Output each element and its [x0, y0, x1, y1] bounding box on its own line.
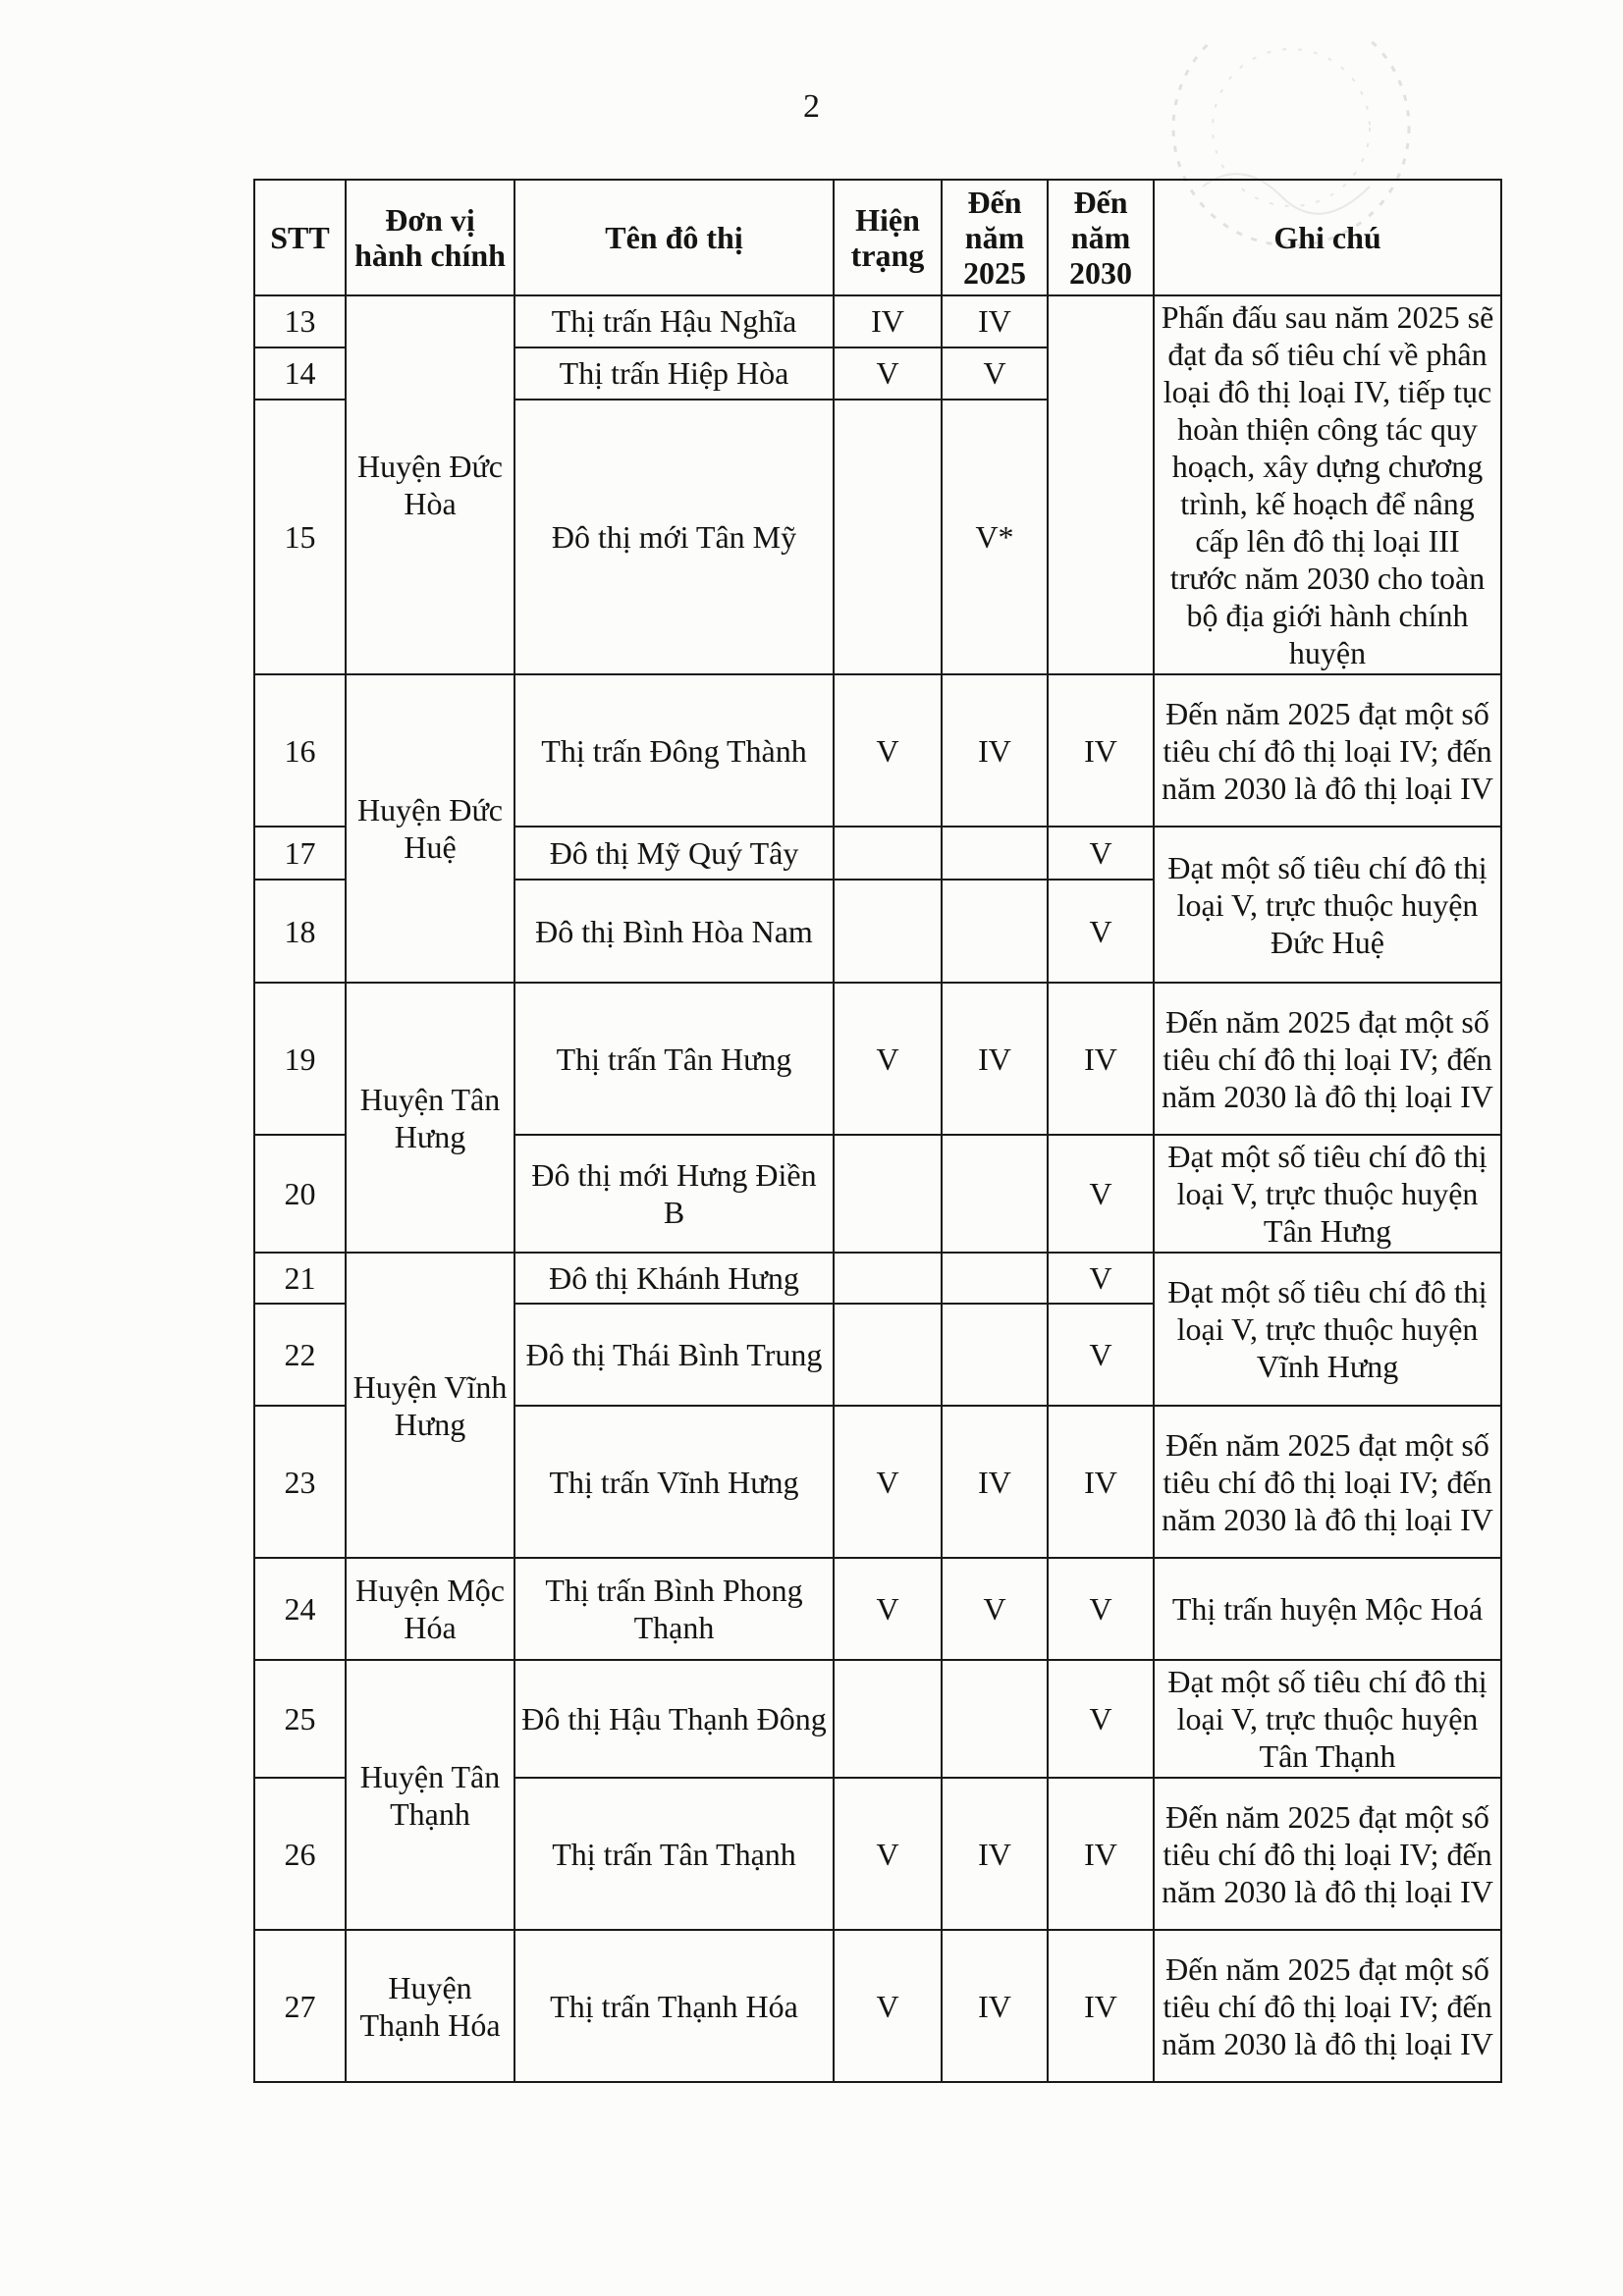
- stt-cell: 22: [254, 1304, 346, 1406]
- target-2025-cell: [942, 1660, 1048, 1778]
- status-cell: V: [834, 1930, 942, 2082]
- note-cell: Phấn đấu sau năm 2025 sẽ đạt đa số tiêu chí về phân loại đô thị loại IV, tiếp tục hoàn thiện công tác quy hoạch, xây dựng chương trình, kế hoạch để nâng cấp lên đô thị loại III trước năm 2030 cho toàn bộ địa giới hành chính huyện: [1154, 295, 1501, 674]
- name-cell: Đô thị mới Hưng Điền B: [514, 1135, 834, 1253]
- target-2030-cell: [1048, 295, 1154, 674]
- stt-cell: 27: [254, 1930, 346, 2082]
- table-row: [254, 295, 1501, 347]
- target-2025-cell: IV: [942, 1778, 1048, 1930]
- note-cell: Đạt một số tiêu chí đô thị loại V, trực thuộc huyện Tân Thạnh: [1154, 1660, 1501, 1778]
- target-2025-cell: IV: [942, 983, 1048, 1135]
- stt-cell: 14: [254, 347, 346, 400]
- status-cell: V: [834, 674, 942, 827]
- header-2030: Đến năm 2030: [1048, 180, 1154, 295]
- note-cell: Đạt một số tiêu chí đô thị loại V, trực thuộc huyện Vĩnh Hưng: [1154, 1253, 1501, 1406]
- target-2025-cell: V: [942, 1558, 1048, 1660]
- target-2025-cell: [942, 1135, 1048, 1253]
- status-cell: [834, 1253, 942, 1304]
- header-2025: Đến năm 2025: [942, 180, 1048, 295]
- unit-cell: Huyện Đức Huệ: [346, 674, 514, 983]
- name-cell: Đô thị Khánh Hưng: [514, 1253, 834, 1304]
- header-stt: STT: [254, 180, 346, 295]
- stt-cell: 23: [254, 1406, 346, 1558]
- target-2025-cell: V: [942, 347, 1048, 400]
- name-cell: Thị trấn Vĩnh Hưng: [514, 1406, 834, 1558]
- note-cell: Đến năm 2025 đạt một số tiêu chí đô thị loại IV; đến năm 2030 là đô thị loại IV: [1154, 1406, 1501, 1558]
- stt-cell: 19: [254, 983, 346, 1135]
- name-cell: Thị trấn Đông Thành: [514, 674, 834, 827]
- status-cell: [834, 827, 942, 880]
- table-row: [254, 1660, 1501, 1778]
- name-cell: Thị trấn Tân Hưng: [514, 983, 834, 1135]
- target-2025-cell: [942, 880, 1048, 983]
- header-ghi-chu: Ghi chú: [1154, 180, 1501, 295]
- name-cell: Đô thị Mỹ Quý Tây: [514, 827, 834, 880]
- name-cell: Thị trấn Hậu Nghĩa: [514, 295, 834, 347]
- target-2025-cell: [942, 1304, 1048, 1406]
- target-2025-cell: IV: [942, 1406, 1048, 1558]
- name-cell: Thị trấn Bình Phong Thạnh: [514, 1558, 834, 1660]
- name-cell: Thị trấn Thạnh Hóa: [514, 1930, 834, 2082]
- target-2030-cell: IV: [1048, 1778, 1154, 1930]
- stt-cell: 24: [254, 1558, 346, 1660]
- note-cell: Đạt một số tiêu chí đô thị loại V, trực thuộc huyện Đức Huệ: [1154, 827, 1501, 983]
- target-2025-cell: [942, 827, 1048, 880]
- table-row: [254, 674, 1501, 827]
- note-cell: Đạt một số tiêu chí đô thị loại V, trực thuộc huyện Tân Hưng: [1154, 1135, 1501, 1253]
- note-cell: Đến năm 2025 đạt một số tiêu chí đô thị loại IV; đến năm 2030 là đô thị loại IV: [1154, 983, 1501, 1135]
- status-cell: [834, 1135, 942, 1253]
- table-row: [254, 1253, 1501, 1304]
- stt-cell: 20: [254, 1135, 346, 1253]
- target-2030-cell: V: [1048, 880, 1154, 983]
- status-cell: IV: [834, 295, 942, 347]
- target-2030-cell: V: [1048, 1558, 1154, 1660]
- note-cell: Đến năm 2025 đạt một số tiêu chí đô thị loại IV; đến năm 2030 là đô thị loại IV: [1154, 1930, 1501, 2082]
- unit-cell: Huyện Vĩnh Hưng: [346, 1253, 514, 1558]
- target-2030-cell: V: [1048, 1135, 1154, 1253]
- name-cell: Thị trấn Hiệp Hòa: [514, 347, 834, 400]
- status-cell: [834, 400, 942, 674]
- header-ten: Tên đô thị: [514, 180, 834, 295]
- name-cell: Đô thị Bình Hòa Nam: [514, 880, 834, 983]
- name-cell: Đô thị mới Tân Mỹ: [514, 400, 834, 674]
- status-cell: [834, 880, 942, 983]
- target-2030-cell: V: [1048, 1304, 1154, 1406]
- target-2025-cell: V*: [942, 400, 1048, 674]
- name-cell: Đô thị Thái Bình Trung: [514, 1304, 834, 1406]
- header-don-vi: Đơn vị hành chính: [346, 180, 514, 295]
- table-header-row: [254, 180, 1501, 295]
- unit-cell: Huyện Mộc Hóa: [346, 1558, 514, 1660]
- status-cell: [834, 1304, 942, 1406]
- stt-cell: 21: [254, 1253, 346, 1304]
- stt-cell: 17: [254, 827, 346, 880]
- unit-cell: Huyện Tân Hưng: [346, 983, 514, 1253]
- status-cell: V: [834, 347, 942, 400]
- table-row: [254, 983, 1501, 1135]
- name-cell: Đô thị Hậu Thạnh Đông: [514, 1660, 834, 1778]
- target-2025-cell: IV: [942, 1930, 1048, 2082]
- target-2030-cell: V: [1048, 827, 1154, 880]
- header-hien-trang: Hiện trạng: [834, 180, 942, 295]
- target-2025-cell: IV: [942, 295, 1048, 347]
- status-cell: [834, 1660, 942, 1778]
- stt-cell: 13: [254, 295, 346, 347]
- note-cell: Đến năm 2025 đạt một số tiêu chí đô thị loại IV; đến năm 2030 là đô thị loại IV: [1154, 674, 1501, 827]
- table-row: [254, 1930, 1501, 2082]
- target-2025-cell: IV: [942, 674, 1048, 827]
- target-2025-cell: [942, 1253, 1048, 1304]
- page-number: 2: [803, 88, 820, 125]
- stt-cell: 26: [254, 1778, 346, 1930]
- target-2030-cell: V: [1048, 1253, 1154, 1304]
- note-cell: Thị trấn huyện Mộc Hoá: [1154, 1558, 1501, 1660]
- stt-cell: 18: [254, 880, 346, 983]
- target-2030-cell: IV: [1048, 1406, 1154, 1558]
- stt-cell: 15: [254, 400, 346, 674]
- stt-cell: 25: [254, 1660, 346, 1778]
- target-2030-cell: IV: [1048, 1930, 1154, 2082]
- name-cell: Thị trấn Tân Thạnh: [514, 1778, 834, 1930]
- target-2030-cell: V: [1048, 1660, 1154, 1778]
- target-2030-cell: IV: [1048, 983, 1154, 1135]
- target-2030-cell: IV: [1048, 674, 1154, 827]
- unit-cell: Huyện Đức Hòa: [346, 295, 514, 674]
- stt-cell: 16: [254, 674, 346, 827]
- status-cell: V: [834, 1558, 942, 1660]
- status-cell: V: [834, 1778, 942, 1930]
- unit-cell: Huyện Tân Thạnh: [346, 1660, 514, 1930]
- urban-classification-table: [253, 179, 1502, 2083]
- unit-cell: Huyện Thạnh Hóa: [346, 1930, 514, 2082]
- status-cell: V: [834, 1406, 942, 1558]
- status-cell: V: [834, 983, 942, 1135]
- table-row: [254, 1558, 1501, 1660]
- note-cell: Đến năm 2025 đạt một số tiêu chí đô thị loại IV; đến năm 2030 là đô thị loại IV: [1154, 1778, 1501, 1930]
